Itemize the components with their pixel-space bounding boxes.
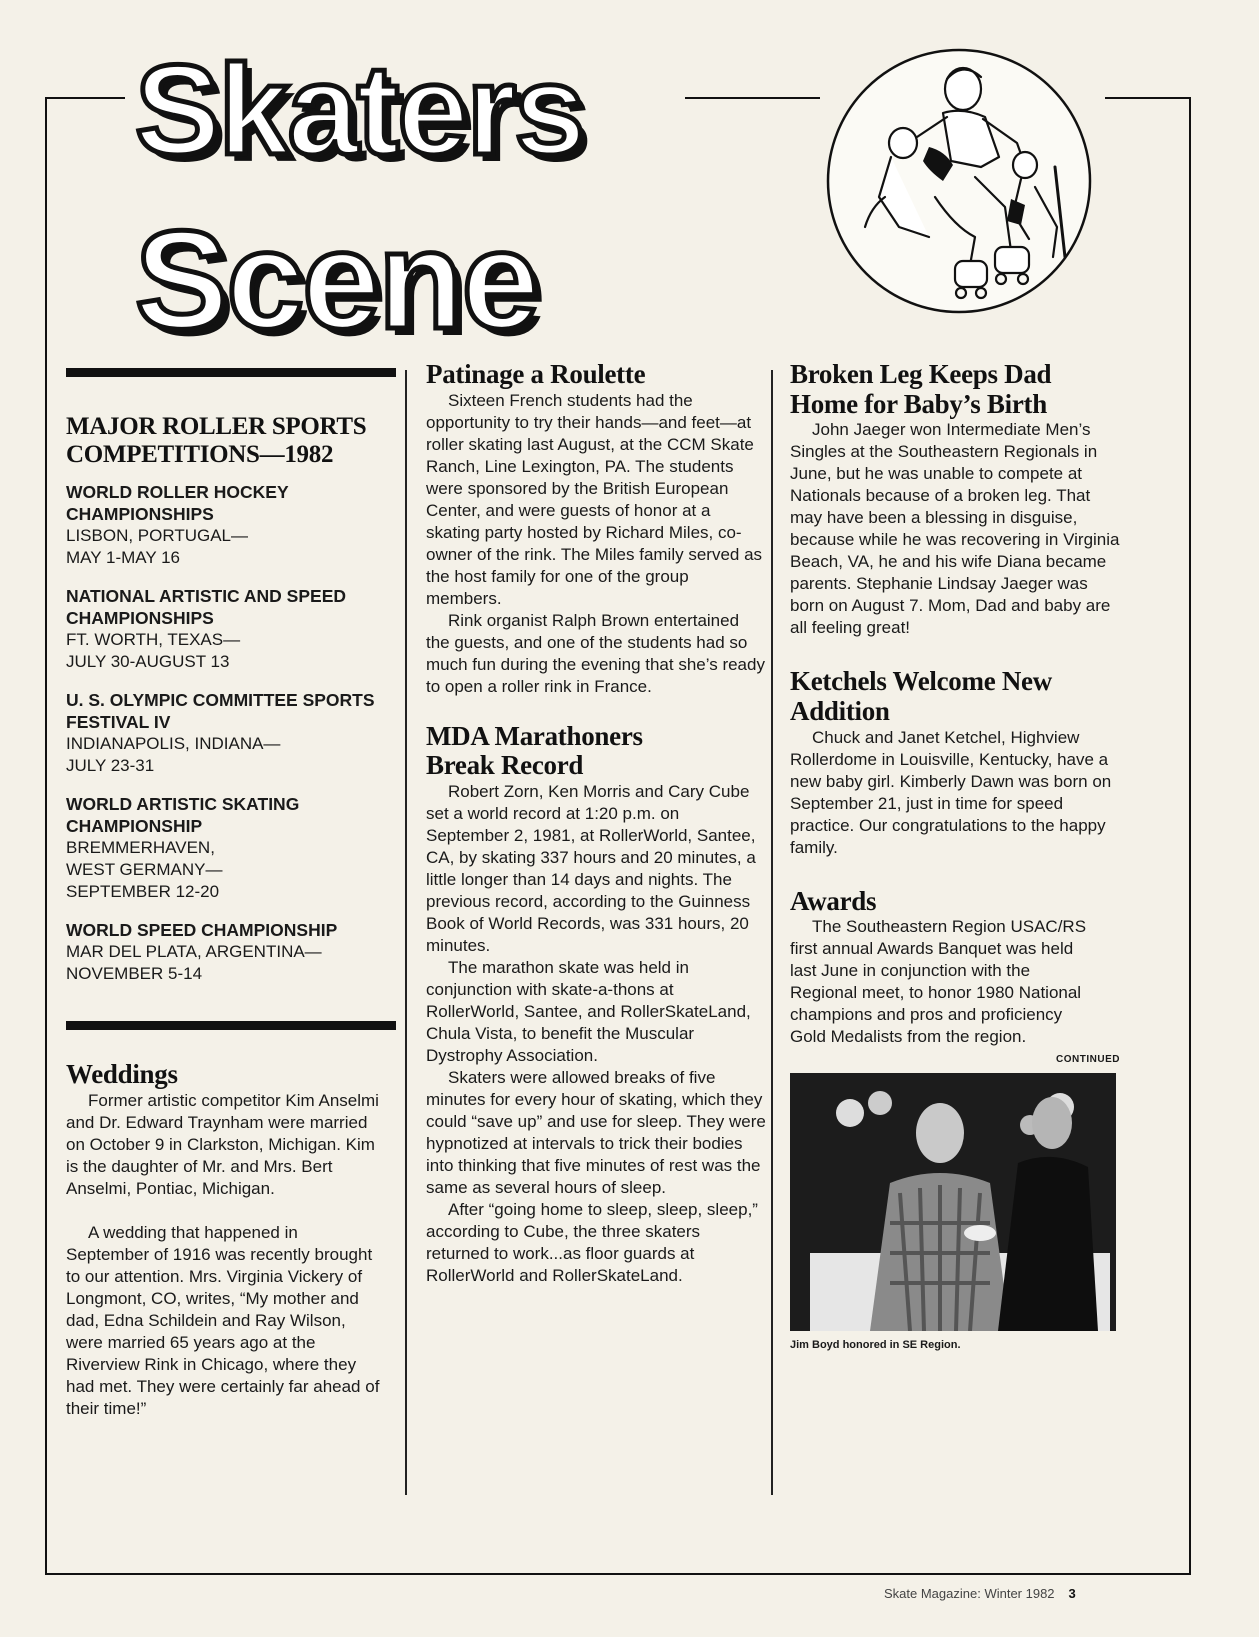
mda-paragraph-4: After “going home to sleep, sleep, sleep,” according to Cube, the three skaters returned to work...as floor guards at RollerWorld and RollerSkateLand. — [426, 1200, 758, 1286]
patinage-paragraph-1: Sixteen French students had the opportunity to try their hands—and feet—at roller skating last August, at the CCM Skate Ranch, Line Lexington, PA. The students were sponsored by the British European Center, and were guests of honor at a skating party hosted by Richard Miles, co-owner of the rink. The Miles family served as the host family for one of the group members. — [426, 390, 763, 608]
patinage-paragraph-2: Rink organist Ralph Brown entertained the guests, and one of the students had so much fun during the evening that she’s ready to open a roller rink in France. — [426, 610, 765, 696]
ketchels-heading: Ketchels Welcome New Addition — [790, 666, 1052, 727]
event-date: NOVEMBER 5-14 — [66, 964, 203, 983]
column-middle — [426, 360, 766, 1287]
event-date: JULY 30-AUGUST 13 — [66, 652, 230, 671]
competitions-heading: MAJOR ROLLER SPORTS COMPETITIONS—1982 — [66, 413, 367, 468]
column-divider-left — [405, 370, 407, 1495]
awards-heading: Awards — [790, 885, 877, 916]
magazine-issue: Skate Magazine: Winter 1982 — [884, 1586, 1055, 1601]
event-name: U. S. OLYMPIC COMMITTEE SPORTS FESTIVAL IV — [66, 690, 375, 732]
event-date: SEPTEMBER 12-20 — [66, 882, 220, 901]
event-item — [66, 481, 396, 569]
event-name: NATIONAL ARTISTIC AND SPEED CHAMPIONSHIPS — [66, 586, 347, 628]
event-place: MAR DEL PLATA, ARGENTINA— — [66, 942, 322, 961]
event-place: LISBON, PORTUGAL— — [66, 526, 249, 545]
column-left — [66, 360, 396, 1420]
section-bar — [66, 368, 396, 377]
awards-paragraph: The Southeastern Region USAC/RS first annual Awards Banquet was held last June in conjunction with the Regional meet, to honor 1980 National champions and pros and proficiency Gold Medalists from the region. — [790, 917, 1087, 1047]
masthead-line1: Skaters — [135, 39, 584, 182]
patinage-heading: Patinage a Roulette — [426, 359, 646, 389]
event-item — [66, 585, 396, 673]
continued-label: CONTINUED — [1056, 1054, 1120, 1066]
page-footer — [884, 1586, 1076, 1601]
mda-paragraph-1: Robert Zorn, Ken Morris and Cary Cube set a world record at 1:20 p.m. on September 2, 1981, at RollerWorld, Santee, CA, by skating 337 hours and 20 minutes, a little longer than 14 days and nights. The previous record, according to the Guinness Book of World Records, was 331 hours, 20 minutes. — [426, 782, 756, 956]
column-divider-right — [771, 370, 773, 1495]
event-name: WORLD ROLLER HOCKEY CHAMPIONSHIPS — [66, 482, 289, 524]
weddings-heading: Weddings — [66, 1059, 178, 1089]
skaters-illustration — [825, 47, 1093, 315]
awards-photo — [790, 1073, 1116, 1331]
event-name: WORLD ARTISTIC SKATING CHAMPIONSHIP — [66, 794, 300, 836]
event-name: WORLD SPEED CHAMPIONSHIP — [66, 920, 338, 940]
event-item — [66, 919, 396, 985]
weddings-paragraph-1: Former artistic competitor Kim Anselmi and Dr. Edward Traynham were married on October 9 in Clarkston, Michigan. Kim is the daughter of Mr. and Mrs. Bert Anselmi, Pontiac, Michigan. — [66, 1090, 379, 1198]
brokenleg-heading: Broken Leg Keeps Dad Home for Baby’s Birth — [790, 359, 1052, 419]
event-date: MAY 1-MAY 16 — [66, 548, 181, 567]
event-place: BREMMERHAVEN, WEST GERMANY— — [66, 838, 223, 879]
photo-caption: Jim Boyd honored in SE Region. — [790, 1339, 961, 1352]
event-place: FT. WORTH, TEXAS— — [66, 630, 241, 649]
masthead-line2: Scene — [135, 201, 538, 358]
ketchels-paragraph: Chuck and Janet Ketchel, Highview Rollerdome in Louisville, Kentucky, have a new baby girl. Kimberly Dawn was born on September 21, just in time for speed practice. Our congratulations to the happy family. — [790, 727, 1112, 857]
page-number: 3 — [1068, 1586, 1076, 1601]
masthead — [125, 39, 685, 385]
mda-paragraph-2: The marathon skate was held in conjunction with skate-a-thons at RollerWorld, Santee, and RollerSkateLand, Chula Vista, to benefit the Muscular Dystrophy Association. — [426, 958, 751, 1066]
mda-paragraph-3: Skaters were allowed breaks of five minutes for every hour of skating, which they could “save up” and use for sleep. They were hypnotized at intervals to trick their bodies into thinking that five minutes of rest was the same as several hours of sleep. — [426, 1068, 766, 1198]
event-place: INDIANAPOLIS, INDIANA— — [66, 734, 281, 753]
brokenleg-paragraph: John Jaeger won Intermediate Men’s Singles at the Southeastern Regionals in June, but he was unable to compete at Nationals because of a broken leg. That may have been a blessing in disguise, because while he was recovering in Virginia Beach, VA, he and his wife Diana became parents. Stephanie Lindsay Jaeger was born on August 7. Mom, Dad and baby are all feeling great! — [790, 420, 1120, 638]
event-item — [66, 793, 396, 903]
column-right — [790, 360, 1120, 1351]
event-date: JULY 23-31 — [66, 756, 155, 775]
mda-heading: MDA Marathoners Break Record — [426, 720, 643, 781]
event-item — [66, 689, 396, 777]
section-bar — [66, 1021, 396, 1030]
weddings-paragraph-2: A wedding that happened in September of 1916 was recently brought to our attention. Mrs. Virginia Vickery of Longmont, CO, writes, “My mother and dad, Edna Schildein and Ray Wilson, were married 65 years ago at the Riverview Rink in Chicago, where they had met. They were certainly far ahead of their time!” — [66, 1222, 380, 1418]
